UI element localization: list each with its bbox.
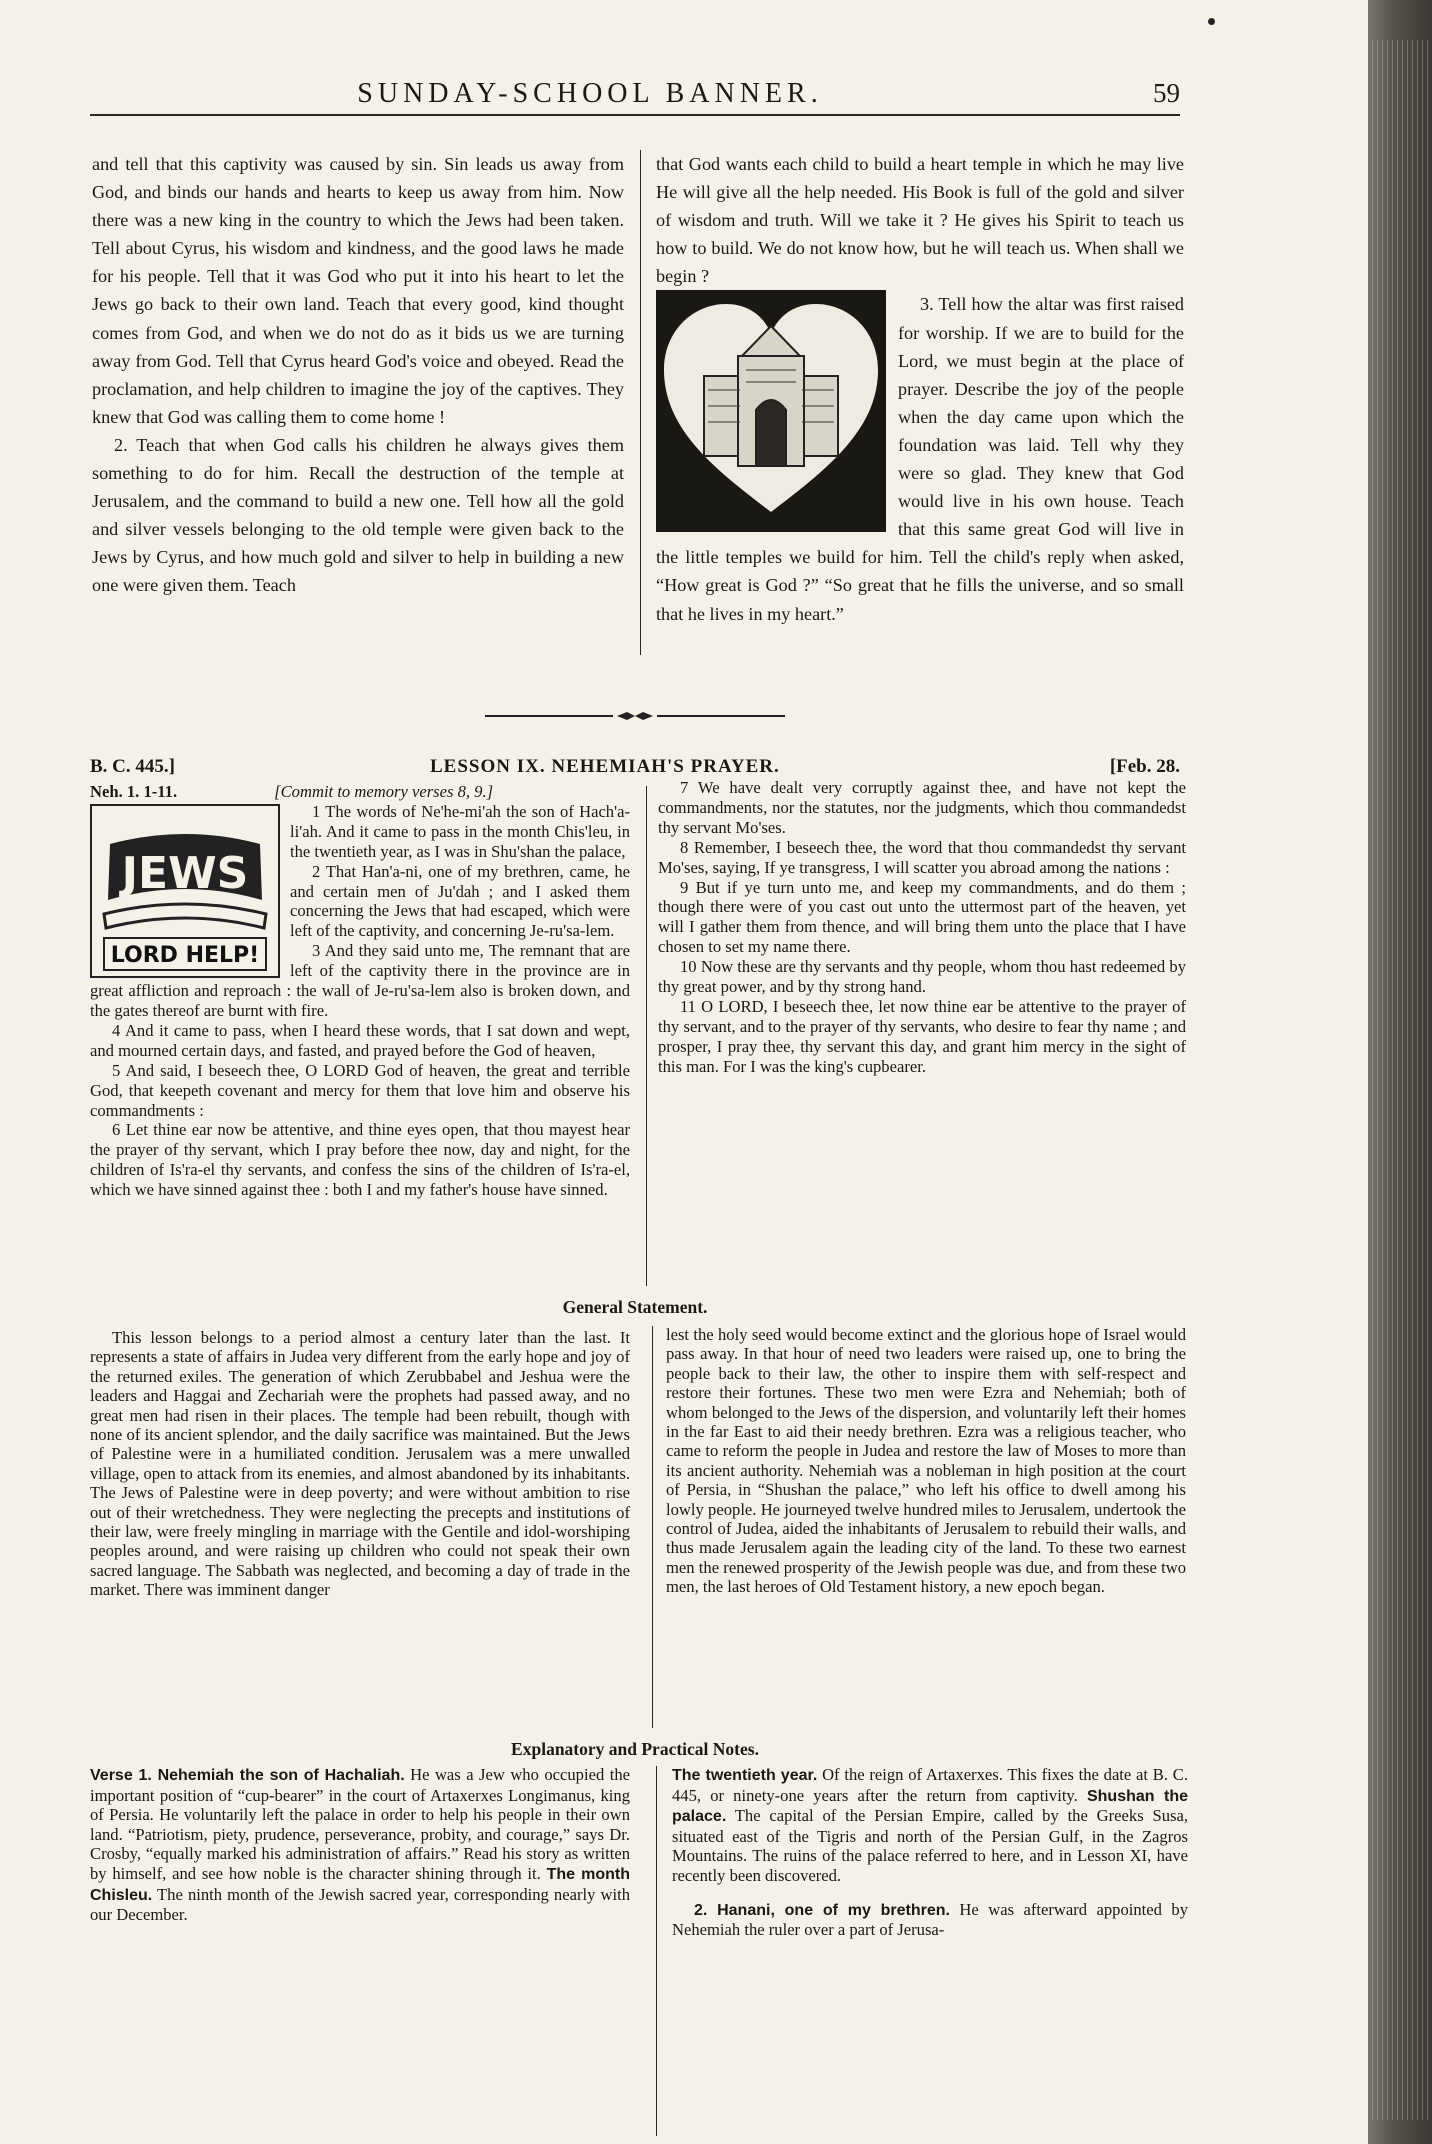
top-left-column [92, 150, 624, 600]
note-text: He was a Jew who occupied the important position of “cup-bearer” in the court of Artaxerxes Longimanus, king of Persia. He voluntarily left the palace in order to help his people in their own land. “Patriotism, piety, prudence, perseverance, probity, and courage,” says Dr. Crosby, “equally marked his administration of affairs.” Read his story as written by himself, and see how noble is the character shining through it. [90, 1765, 630, 1883]
badge-bottom-text: LORD HELP! [110, 942, 260, 968]
column-rule [646, 786, 647, 1286]
verse: 10 Now these are thy servants and thy people, whom thou hast redeemed by thy great power, and by thy strong hand. [658, 957, 1186, 997]
notes-heading: Explanatory and Practical Notes. [511, 1739, 759, 1759]
note [90, 1765, 630, 1925]
top-right-column [656, 150, 1184, 628]
general-right-column [666, 1325, 1186, 1597]
badge-top-text: JEWS [121, 847, 249, 899]
scripture-reference-line [90, 782, 630, 802]
notes-left-column [90, 1765, 630, 1925]
paragraph: 3. Tell how the altar was first raised for worship. If we are to build for the Lord, we must begin at the place of prayer. Describe the joy of the people when the day came upon which the foundation was laid. Tell why they were so glad. They knew that God would live in his own house. Teach that this same great God will live in the little temples we build for him. Tell the child's reply when asked, “How great is God ?” “So great that he fills the universe, and so small that he lives in my heart.” [656, 294, 1184, 624]
verse: 4 And it came to pass, when I heard these words, that I sat down and wept, and mourned certain days, and fasted, and prayed before the God of heaven, [90, 1020, 630, 1060]
heart-temple-illustration [656, 290, 886, 532]
verse: 8 Remember, I beseech thee, the word that thou commandedst thy servant Mo'ses, saying, If ye transgress, I will scatter you abroad among the nations : [658, 837, 1186, 877]
scripture-reference: Neh. 1. 1-11. [90, 782, 178, 801]
section-divider [485, 710, 785, 722]
column-rule [652, 1326, 653, 1728]
verse: 6 Let thine ear now be attentive, and thine eyes open, that thou mayest hear the prayer of thy servant, which I pray before thee now, day and night, for the children of Is'ra-el thy servants, and confess the sins of the children of Is'ra-el, which we have sinned against thee : both I and my father's house have sinned. [90, 1120, 630, 1200]
paragraph: that God wants each child to build a heart temple in which he may live He will give all the help needed. His Book is full of the gold and silver of wisdom and truth. Will we take it ? He gives his Spirit to teach us how to build. We do not know how, but he will teach us. When shall we begin ? [656, 154, 1184, 287]
column-rule [640, 150, 641, 655]
ink-dot [1208, 18, 1215, 25]
note-heading: Shushan the palace. [672, 1787, 1188, 1826]
note-text: The capital of the Persian Empire, called by the Greeks Susa, situated east of the Tigris and north of the Persian Gulf, in the Zagros Mountains. The ruins of the palace referred to here, and in Lesson XI, have recently been discovered. [672, 1806, 1188, 1885]
note-text: The ninth month of the Jewish sacred year, corresponding nearly with our December. [90, 1884, 630, 1925]
notes-right-column [672, 1765, 1188, 1940]
verse: 5 And said, I beseech thee, O LORD God of heaven, the great and terrible God, that keepeth covenant and mercy for them that love him and observe his commandments : [90, 1060, 630, 1120]
jews-lord-help-illustration [90, 804, 280, 978]
memory-verses: [Commit to memory verses 8, 9.] [274, 782, 494, 801]
running-title: SUNDAY-SCHOOL BANNER. [357, 78, 823, 109]
general-left-column [90, 1328, 630, 1600]
lesson-title: LESSON IX. NEHEMIAH'S PRAYER. [430, 756, 780, 777]
verse: 1 The words of Ne'he-mi'ah the son of Hach'a-li'ah. And it came to pass in the month Chis'leu, in the twentieth year, as I was in Shu'shan the palace, [290, 801, 630, 861]
page-header [90, 74, 1180, 116]
note-heading: Verse 1. Nehemiah the son of Hachaliah. [90, 1767, 405, 1784]
note-text: He was afterward appointed by Nehemiah the ruler over a part of Jerusa- [672, 1899, 1188, 1940]
paragraph: and tell that this captivity was caused by sin. Sin leads us away from God, and binds our hands and hearts to keep us away from him. Now there was a new king in the country to which the Jews had been taken. Tell about Cyrus, his wisdom and kindness, and the good laws he made for his people. Tell that it was God who put it into his heart to let the Jews go back to their own land. Teach that every good, kind thought comes from God, and when we do not do as it bids us we are turning away from God. Tell that Cyrus heard God's voice and obeyed. Read the proclamation, and help children to imagine the joy of the captives. They knew that God was calling them to come home ! [92, 154, 624, 427]
book-edge-pages [1372, 40, 1428, 2120]
verse: 9 But if ye turn unto me, and keep my commandments, and do them ; though there were of you cast out unto the uttermost part of the heaven, yet will I gather them from thence, and will bring them unto the place that I have chosen to set my name there. [658, 877, 1186, 957]
lesson-date: [Feb. 28. [1109, 756, 1180, 777]
note-text: Of the reign of Artaxerxes. This fixes the date at B. C. 445, or ninety-one years after the return from captivity. [672, 1765, 1188, 1805]
note-heading: The month Chisleu. [90, 1865, 631, 1904]
note-heading: 2. Hanani, one of my brethren. [694, 1901, 950, 1919]
note [672, 1900, 1188, 1940]
scripture-right-column [658, 778, 1186, 1077]
column-rule [656, 1766, 657, 2136]
paragraph: This lesson belongs to a period almost a century later than the last. It represents a state of affairs in Judea very different from the early hope and joy of the returned exiles. The generation of which Zerubbabel and Jeshua were the leaders and Haggai and Zechariah were the prophets had passed away, and no great men had risen in their places. The temple had been rebuilt, though with none of its ancient splendor, and the daily sacrifice was maintained. But the Jews of Palestine were in a humiliated condition. Jerusalem was a mere unwalled village, open to attack from its enemies, and almost abandoned by its inhabitants. The Jews of Palestine were in deep poverty; and were without ambition to rise out of their wretchedness. They were neglecting the precepts and institutions of their law, were freely mingling in marriage with the Gentile and idol-worshiping peoples around, and were raising up children who could not speak their own sacred language. The Sabbath was neglected, and becoming a day of trade in the market. There was imminent danger [90, 1328, 630, 1600]
verse: 2 That Han'a-ni, one of my brethren, came, he and certain men of Ju'dah ; and I asked them concerning the Jews that had escaped, which were left of the captivity, and concerning Je-ru'sa-lem. [290, 861, 630, 941]
general-statement-heading: General Statement. [562, 1297, 708, 1317]
scripture-left-column [90, 782, 630, 1200]
verse: 11 O LORD, I beseech thee, let now thine ear be attentive to the prayer of thy servant, and to the prayer of thy servants, who desire to fear thy name ; and prosper, I pray thee, thy servant this day, and grant him mercy in the sight of this man. For I was the king's cupbearer. [658, 996, 1186, 1076]
lesson-year: B. C. 445.] [90, 756, 175, 777]
note [672, 1765, 1188, 1886]
paragraph: lest the holy seed would become extinct and the glorious hope of Israel would pass away. In that hour of need two leaders were raised up, one to bring the people back to their law, the other to inspire them with self-respect and restore their fortunes. These two men were Ezra and Nehemiah; both of whom belonged to the Jews of the dispersion, and voluntarily left their homes in the far East to aid their needy brethren. Ezra was a religious teacher, who came to reform the people in Judea and restore the law of Moses to more than its ancient authority. Nehemiah was a nobleman in high position at the court of Persia, in “Shushan the palace,” who left his office to dwell among his lowly people. He journeyed twelve hundred miles to Jerusalem, undertook the control of Judea, aided the inhabitants of Jerusalem to rebuild their walls, and thus made Jerusalem again the leading city of the land. To these two earnest men the renewed prosperity of the Jewish people was due, and from these two men, the last heroes of Old Testament history, a new epoch began. [666, 1325, 1186, 1597]
note-heading: The twentieth year. [672, 1767, 818, 1784]
paragraph: 2. Teach that when God calls his children he always gives them something to do for him. Recall the destruction of the temple at Jerusalem, and the command to build a new one. Tell how all the gold and silver vessels belonging to the old temple were given back to the Jews by Cyrus, and how much gold and silver to help in building a new one were given them. Teach [92, 434, 624, 596]
verse: 7 We have dealt very corruptly against thee, and have not kept the commandments, nor the statutes, nor the judgments, which thou commandedst thy servant Mo'ses. [658, 778, 1186, 837]
verse: 3 And they said unto me, The remnant that are left of the captivity there in the province are in great affliction and reproach : the wall of Je-ru'sa-lem also is broken down, and the gates thereof are burnt with fire. [90, 941, 630, 1020]
page-number: 59 [1153, 78, 1180, 108]
